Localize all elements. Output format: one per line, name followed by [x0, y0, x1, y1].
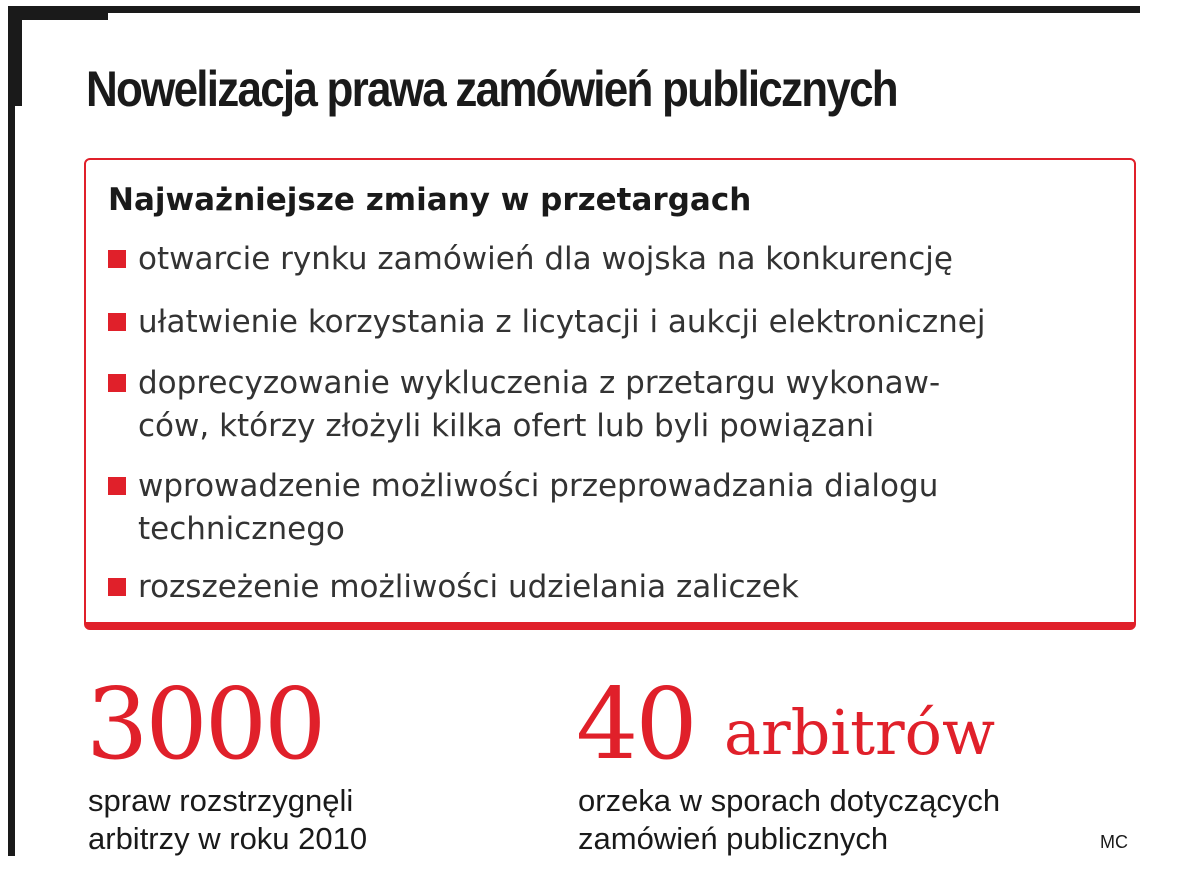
changes-heading: Najważniejsze zmiany w przetargach [108, 182, 752, 218]
frame-corner-top [8, 6, 108, 20]
list-item-text: doprecyzowanie wykluczenia z przetargu wykonaw- [138, 365, 941, 401]
stat-caption-cases [88, 782, 367, 858]
list-item-text: rozszeżenie możliwości udzielania zaliczek [138, 569, 799, 605]
stat-caption-line: spraw rozstrzygnęli [88, 783, 354, 818]
frame-left-rule [8, 6, 15, 856]
stat-number-cases: 3000 [86, 668, 324, 782]
stat-number-arbiters: 40 [576, 668, 695, 782]
red-square-bullet-icon [108, 250, 126, 268]
red-square-bullet-icon [108, 313, 126, 331]
list-item [108, 465, 938, 551]
list-item [108, 566, 799, 609]
list-item-text-continued: technicznego [138, 511, 345, 547]
list-item [108, 238, 953, 281]
list-item-text: ułatwienie korzystania z licytacji i aukcji elektronicznej [138, 304, 986, 340]
red-square-bullet-icon [108, 374, 126, 392]
stat-caption-line: zamówień publicznych [578, 821, 889, 856]
list-item [108, 362, 940, 448]
list-item-text: wprowadzenie możliwości przeprowadzania dialogu [138, 468, 939, 504]
stat-caption-line: arbitrzy w roku 2010 [88, 821, 368, 856]
stat-caption-line: orzeka w sporach dotyczących [578, 783, 1001, 818]
author-credit: MC [1100, 832, 1128, 852]
red-square-bullet-icon [108, 578, 126, 596]
list-item-text-continued: ców, którzy złożyli kilka ofert lub byli powiązani [138, 408, 875, 444]
changes-box [84, 158, 1136, 630]
frame-top-rule [8, 6, 1140, 13]
list-item-text: otwarcie rynku zamówień dla wojska na konkurencję [138, 241, 953, 277]
stat-unit-arbiters: arbitrów [724, 696, 996, 769]
page-title: Nowelizacja prawa zamówień publicznych [86, 61, 897, 117]
list-item [108, 301, 985, 344]
red-square-bullet-icon [108, 477, 126, 495]
stat-caption-arbiters [578, 782, 1000, 858]
